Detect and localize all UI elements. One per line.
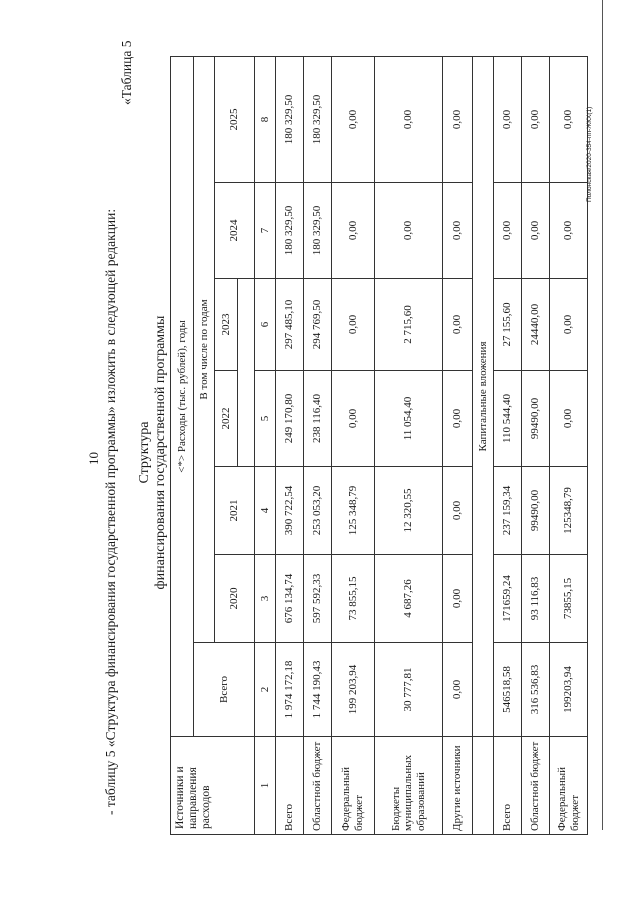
cell: 0,00	[522, 183, 550, 279]
cell: 297 485,10	[276, 279, 304, 371]
cell: 0,00	[494, 183, 522, 279]
col-number: 8	[255, 56, 276, 182]
table-row	[522, 56, 550, 834]
table-row	[494, 56, 522, 834]
section-capital-title: Капитальные вложения	[473, 56, 494, 736]
cell: 110 544,40	[494, 371, 522, 467]
header-expenses: <*> Расходы (тыс. рублей), годы	[171, 56, 194, 736]
cell: 1 744 190,43	[304, 643, 332, 737]
cell: 125348,79	[550, 467, 588, 555]
cell: 0,00	[332, 56, 375, 182]
cell: 180 329,50	[304, 183, 332, 279]
col-number: 5	[255, 371, 276, 467]
cell: 125 348,79	[332, 467, 375, 555]
cell: 0,00	[332, 371, 375, 467]
table-row	[276, 56, 304, 834]
row-label: Бюджеты муниципальных образований	[375, 737, 443, 835]
cell: 597 592,33	[304, 555, 332, 643]
table-row	[304, 56, 332, 834]
cell: 99490,00	[522, 371, 550, 467]
row-label: Другие источники	[443, 737, 473, 835]
row-label: Областной бюджет	[522, 737, 550, 835]
row-label: Федеральный бюджет	[550, 737, 588, 835]
table-row	[375, 56, 443, 834]
cell: 0,00	[522, 56, 550, 182]
col-number: 6	[255, 279, 276, 371]
section-row	[473, 56, 494, 834]
cell: 180 329,50	[276, 56, 304, 182]
cell: 0,00	[443, 279, 473, 371]
cell: 0,00	[443, 371, 473, 467]
cell: 27 155,60	[494, 279, 522, 371]
year-2024: 2024	[215, 183, 255, 279]
financing-table	[170, 56, 588, 835]
cell: 676 134,74	[276, 555, 304, 643]
cell: 0,00	[550, 183, 588, 279]
row-label: Всего	[276, 737, 304, 835]
cell: 253 053,20	[304, 467, 332, 555]
cell: 0,00	[443, 183, 473, 279]
cell: 0,00	[494, 56, 522, 182]
col-number: 1	[255, 737, 276, 835]
table-row	[443, 56, 473, 834]
header-total: Всего	[194, 643, 255, 737]
year-2023: 2023	[215, 279, 238, 371]
cell: 0,00	[332, 183, 375, 279]
table-label: «Таблица 5	[119, 40, 134, 105]
cell: 390 722,54	[276, 467, 304, 555]
bottom-rule	[602, 0, 603, 830]
year-2022: 2022	[215, 371, 238, 467]
cell: 294 769,50	[304, 279, 332, 371]
row-label: Федеральный бюджет	[332, 737, 375, 835]
cell: 30 777,81	[375, 643, 443, 737]
year-2025: 2025	[215, 56, 255, 182]
title-line-1: Структура	[137, 421, 152, 484]
cell: 4 687,26	[375, 555, 443, 643]
cell: 0,00	[443, 643, 473, 737]
cell: 199 203,94	[332, 643, 375, 737]
cell: 0,00	[443, 555, 473, 643]
cell: 99490,00	[522, 467, 550, 555]
cell: 249 170,80	[276, 371, 304, 467]
header-source: Источники и направления расходов	[171, 737, 255, 835]
page-number: 10	[86, 452, 101, 465]
cell: 1 974 172,18	[276, 643, 304, 737]
cell: 73855,15	[550, 555, 588, 643]
col-number: 2	[255, 643, 276, 737]
cell: 73 855,15	[332, 555, 375, 643]
cell: 0,00	[443, 56, 473, 182]
table-row	[332, 56, 375, 834]
cell: 180 329,50	[276, 183, 304, 279]
intro-text: - таблицу 5 «Структура финансирования государственной программы» изложить в следующей редакции:	[103, 208, 118, 815]
cell: 238 116,40	[304, 371, 332, 467]
cell: 0,00	[375, 56, 443, 182]
cell: 0,00	[550, 56, 588, 182]
cell: 180 329,50	[304, 56, 332, 182]
cell: 12 320,55	[375, 467, 443, 555]
row-label: Областной бюджет	[304, 737, 332, 835]
table-row	[550, 56, 588, 834]
title-line-2: финансирования государственной программы	[153, 315, 168, 590]
row-label: Всего	[494, 737, 522, 835]
cell: 199203,94	[550, 643, 588, 737]
col-number: 7	[255, 183, 276, 279]
cell: 546518,58	[494, 643, 522, 737]
cell: 0,00	[550, 279, 588, 371]
col-number: 4	[255, 467, 276, 555]
cell: 316 536,83	[522, 643, 550, 737]
year-2020: 2020	[215, 555, 255, 643]
header-by-years: В том числе по годам	[194, 56, 215, 642]
cell: 0,00	[375, 183, 443, 279]
cell: 93 116,83	[522, 555, 550, 643]
cell: 237 159,34	[494, 467, 522, 555]
cell: 11 054,40	[375, 371, 443, 467]
cell: 0,00	[443, 467, 473, 555]
col-number: 3	[255, 555, 276, 643]
cell: 0,00	[550, 371, 588, 467]
footer-code: Полонская/2020-354-пп-ЖКХ(1)	[586, 106, 593, 202]
cell: 0,00	[332, 279, 375, 371]
cell: 24440,00	[522, 279, 550, 371]
cell: 2 715,60	[375, 279, 443, 371]
year-2021: 2021	[215, 467, 255, 555]
cell: 171659,24	[494, 555, 522, 643]
